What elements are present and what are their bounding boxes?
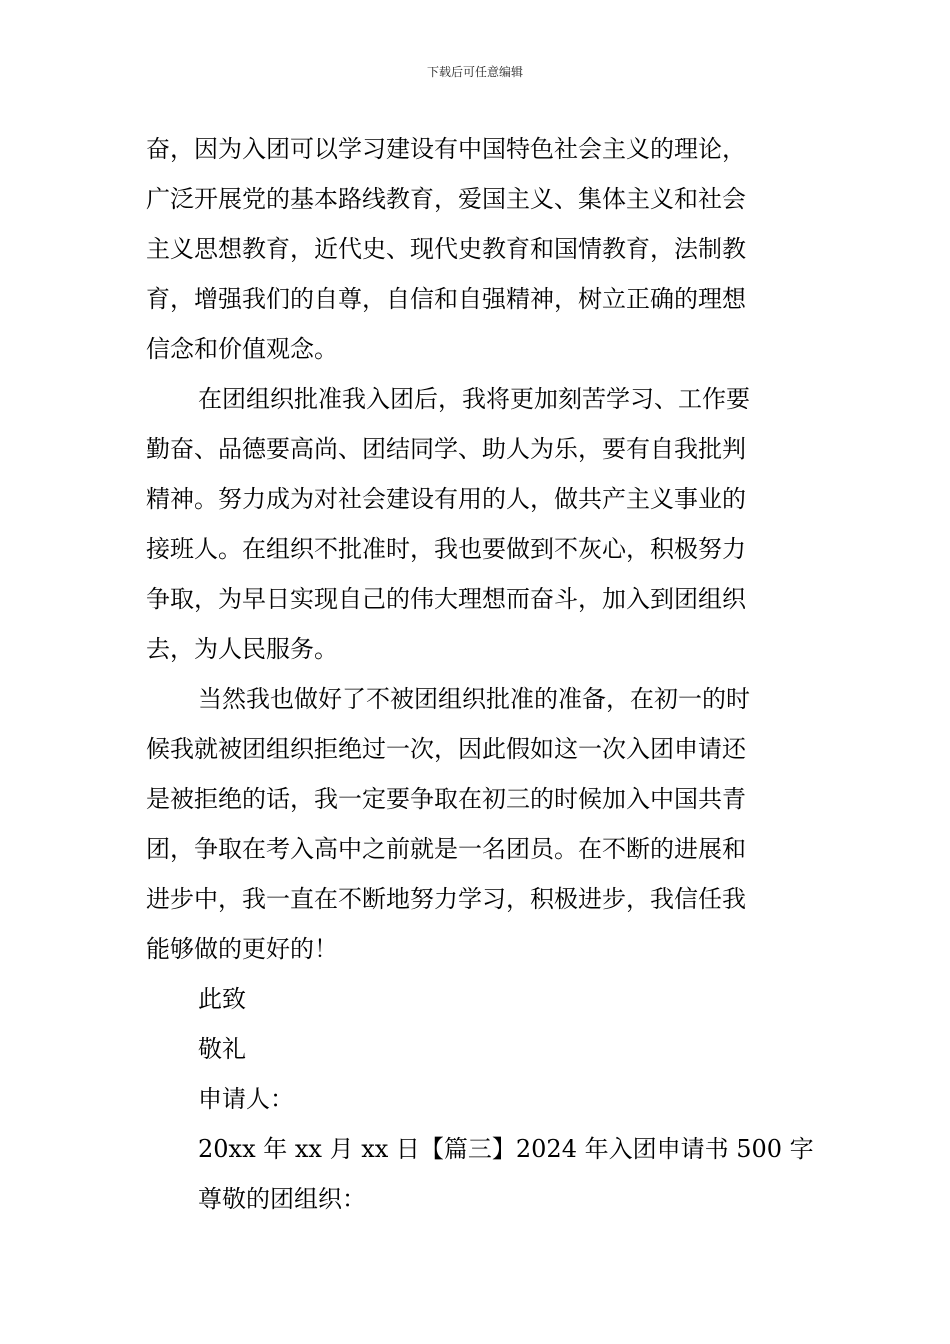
text-line: 候我就被团组织拒绝过一次，因此假如这一次入团申请还 [146,735,746,763]
text-line: 精神。努力成为对社会建设有用的人，做共产主义事业的 [146,485,746,513]
applicant-label: 申请人： [198,1085,294,1113]
text-line: 育，增强我们的自尊，自信和自强精神，树立正确的理想 [146,285,746,313]
page-header: 下载后可任意编辑 [426,65,523,79]
text-line: 是被拒绝的话，我一定要争取在初三的时候加入中国共青 [146,785,746,813]
text-line: 主义思想教育，近代史、现代史教育和国情教育，法制教 [146,235,746,263]
text-line: 广泛开展党的基本路线教育，爱国主义、集体主义和社会 [146,185,746,213]
document-body [146,124,814,1224]
greeting-line: 尊敬的团组织： [198,1185,366,1213]
paragraph-start-line: 在团组织批准我入团后，我将更加刻苦学习、工作要 [198,385,750,413]
text-line: 能够做的更好的！ [146,935,338,963]
closing-regards: 敬礼 [198,1035,246,1063]
text-line: 进步中，我一直在不断地努力学习，积极进步，我信任我 [146,885,746,913]
text-line: 勤奋、品德要高尚、团结同学、助人为乐，要有自我批判 [146,435,746,463]
text-line: 团，争取在考入高中之前就是一名团员。在不断的进展和 [146,835,746,863]
text-line: 信念和价值观念。 [146,335,338,363]
date-and-section-title: 20xx 年 xx 月 xx 日【篇三】2024 年入团申请书 500 字 [198,1135,814,1163]
text-line: 争取，为早日实现自己的伟大理想而奋斗，加入到团组织 [146,585,746,613]
text-line: 接班人。在组织不批准时，我也要做到不灰心，积极努力 [146,535,746,563]
paragraph-start-line: 当然我也做好了不被团组织批准的准备，在初一的时 [198,685,750,713]
text-line: 奋，因为入团可以学习建设有中国特色社会主义的理论， [146,135,746,163]
text-line: 去，为人民服务。 [146,635,338,663]
closing-salutation: 此致 [198,985,246,1013]
